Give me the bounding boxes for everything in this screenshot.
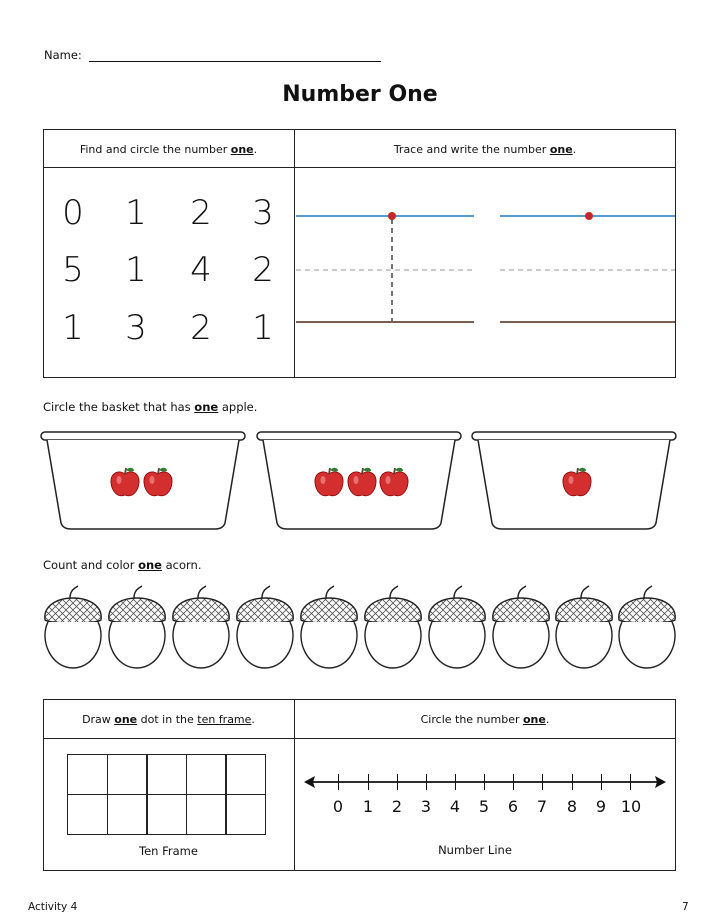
grid-digit[interactable]: 3 bbox=[125, 308, 147, 348]
find-circle-instruction: Find and circle the number one. bbox=[79, 143, 258, 156]
tick-mark bbox=[426, 774, 427, 790]
ten-frame-cell[interactable] bbox=[67, 754, 108, 795]
acorn-icon[interactable] bbox=[556, 586, 612, 668]
number-line-label[interactable]: 5 bbox=[478, 797, 490, 816]
tick-mark bbox=[630, 774, 631, 790]
acorn-icon[interactable] bbox=[109, 586, 165, 668]
ten-frame-caption: Ten Frame bbox=[139, 844, 198, 858]
number-line-label[interactable]: 4 bbox=[449, 797, 461, 816]
name-label: Name: bbox=[44, 48, 82, 62]
start-dot-icon bbox=[585, 212, 593, 220]
number-line-label[interactable]: 1 bbox=[362, 797, 374, 816]
start-dot-icon bbox=[388, 212, 396, 220]
ten-frame-cell[interactable] bbox=[107, 794, 148, 835]
number-line-label[interactable]: 8 bbox=[566, 797, 578, 816]
ten-frame-cell[interactable] bbox=[146, 794, 187, 835]
ten-frame-cell[interactable] bbox=[146, 754, 187, 795]
grid-digit[interactable]: 2 bbox=[252, 250, 274, 290]
basket-three-apples[interactable] bbox=[257, 432, 461, 529]
tick-mark bbox=[338, 774, 339, 790]
grid-digit[interactable]: 2 bbox=[190, 308, 212, 348]
ten-frame-cell[interactable] bbox=[67, 794, 108, 835]
tick-mark bbox=[368, 774, 369, 790]
grid-digit[interactable]: 1 bbox=[62, 308, 84, 348]
basket-one-apple[interactable] bbox=[472, 432, 676, 529]
tracing-area[interactable] bbox=[296, 169, 675, 377]
baskets-row bbox=[0, 425, 720, 537]
ten-frame-cell[interactable] bbox=[186, 754, 227, 795]
number-line-label[interactable]: 7 bbox=[536, 797, 548, 816]
ten-frame-cell[interactable] bbox=[107, 754, 148, 795]
ten-frame-cell[interactable] bbox=[225, 794, 266, 835]
grid-digit[interactable]: 5 bbox=[62, 250, 84, 290]
number-line-label[interactable]: 6 bbox=[507, 797, 519, 816]
number-line-label[interactable]: 10 bbox=[620, 797, 642, 816]
acorn-icon[interactable] bbox=[365, 586, 421, 668]
acorn-icon[interactable] bbox=[45, 586, 101, 668]
tick-mark bbox=[455, 774, 456, 790]
grid-digit[interactable]: 3 bbox=[252, 193, 274, 233]
number-line-caption: Number Line bbox=[438, 843, 512, 857]
grid-digit[interactable]: 1 bbox=[125, 250, 147, 290]
number-line-label[interactable]: 2 bbox=[391, 797, 403, 816]
acorn-icon[interactable] bbox=[301, 586, 357, 668]
acorn-icon[interactable] bbox=[493, 586, 549, 668]
name-line[interactable] bbox=[89, 61, 381, 62]
grid-digit[interactable]: 1 bbox=[252, 308, 274, 348]
activity-label: Activity 4 bbox=[28, 901, 78, 913]
tick-mark bbox=[542, 774, 543, 790]
number-line-label[interactable]: 3 bbox=[420, 797, 432, 816]
top-header-divider bbox=[43, 167, 676, 168]
acorn-icon[interactable] bbox=[173, 586, 229, 668]
tracing-guide-2 bbox=[500, 212, 675, 322]
number-line-label[interactable]: 9 bbox=[595, 797, 607, 816]
grid-digit[interactable]: 4 bbox=[190, 250, 212, 290]
grid-digit[interactable]: 0 bbox=[62, 193, 84, 233]
trace-write-instruction: Trace and write the number one. bbox=[393, 143, 577, 156]
acorn-icon[interactable] bbox=[237, 586, 293, 668]
number-line-label[interactable]: 0 bbox=[332, 797, 344, 816]
number-line-instruction: Circle the number one. bbox=[420, 713, 550, 726]
ten-frame-instruction: Draw one dot in the ten frame. bbox=[82, 713, 255, 726]
ten-frame-cell[interactable] bbox=[225, 754, 266, 795]
page-number: 7 bbox=[682, 901, 689, 913]
grid-digit[interactable]: 2 bbox=[190, 193, 212, 233]
acorns-instruction: Count and color one acorn. bbox=[43, 558, 202, 572]
acorn-icon[interactable] bbox=[429, 586, 485, 668]
number-line-axis bbox=[300, 770, 670, 794]
page-title: Number One bbox=[282, 82, 438, 107]
grid-digit[interactable]: 1 bbox=[125, 193, 147, 233]
tick-mark bbox=[513, 774, 514, 790]
bottom-header-divider bbox=[43, 738, 676, 739]
tracing-guide-1 bbox=[296, 212, 474, 322]
top-column-divider bbox=[294, 129, 295, 378]
acorns-row bbox=[0, 580, 720, 680]
tick-mark bbox=[397, 774, 398, 790]
tick-mark bbox=[484, 774, 485, 790]
ten-frame-cell[interactable] bbox=[186, 794, 227, 835]
basket-two-apples[interactable] bbox=[41, 432, 245, 529]
baskets-instruction: Circle the basket that has one apple. bbox=[43, 400, 258, 414]
tick-mark bbox=[572, 774, 573, 790]
acorn-icon[interactable] bbox=[619, 586, 675, 668]
tick-mark bbox=[601, 774, 602, 790]
